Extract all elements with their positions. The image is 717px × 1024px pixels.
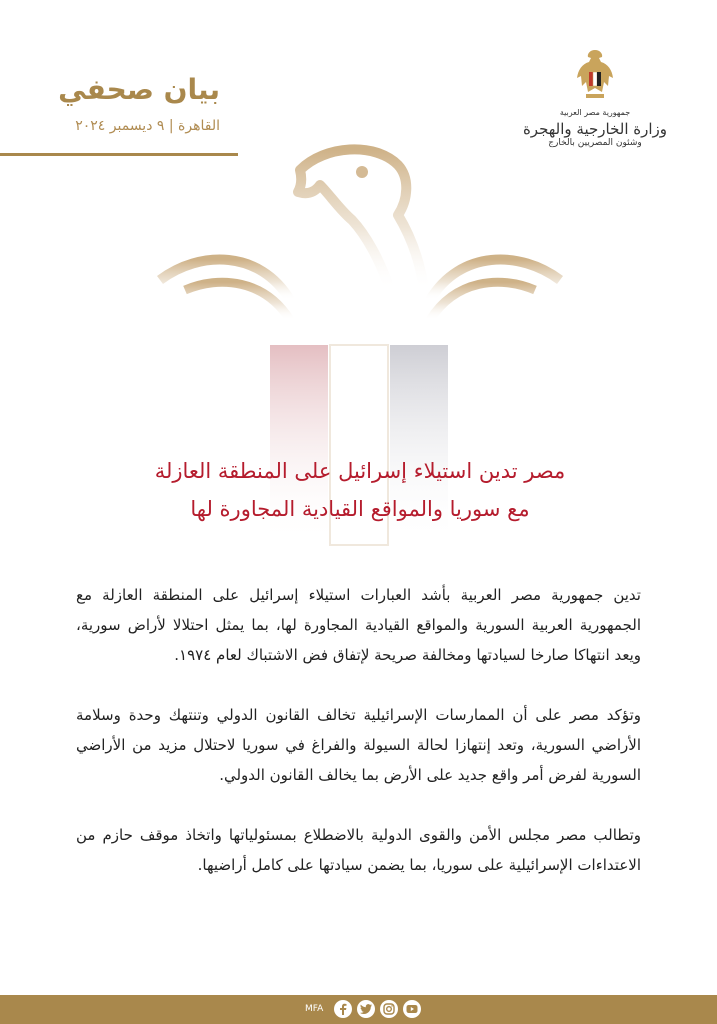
youtube-icon[interactable] xyxy=(403,1000,421,1018)
ministry-name: وزارة الخارجية والهجرة xyxy=(522,120,668,138)
eagle-emblem-icon xyxy=(572,48,618,104)
footer-bar xyxy=(0,995,717,1024)
paragraph-3: وتطالب مصر مجلس الأمن والقوى الدولية بالاضطلاع بمسئولياتها واتخاذ موقف حازم من الاعتداءات الإسرائيلية على سوريا، بما يضمن سيادتها على كامل أراضيها. xyxy=(76,826,641,874)
social-links xyxy=(305,999,421,1019)
footer-label: MFA xyxy=(305,1004,324,1014)
press-release-header xyxy=(30,70,220,134)
twitter-icon[interactable] xyxy=(357,1000,375,1018)
ministry-subtitle: وشئون المصريين بالخارج xyxy=(548,138,642,148)
press-release-date: القاهرة | ٩ ديسمبر ٢٠٢٤ xyxy=(75,118,220,134)
republic-name: جمهورية مصر العربية xyxy=(559,108,631,117)
facebook-icon[interactable] xyxy=(334,1000,352,1018)
press-release-title: بيان صحفي xyxy=(58,73,220,106)
headline xyxy=(110,452,610,528)
paragraph-2: وتؤكد مصر على أن الممارسات الإسرائيلية تخالف القانون الدولي وتنتهك وحدة وسلامة الأراضي السورية، وتعد إنتهازا لحالة السيولة والفراغ في سوريا لاحتلال مزيد من الأراضي السورية لفرض أمر واقع جديد على الأرض بما يخالف القانون الدولي. xyxy=(76,706,641,784)
paragraph-1: تدين جمهورية مصر العربية بأشد العبارات استيلاء إسرائيل على المنطقة العازلة مع الجمهورية العربية السورية والمواقع القيادية المجاورة لها، بما يمثل احتلالا لأراض سورية، ويعد انتهاكا صارخا لسيادتها ومخالفة صريحة لإتفاق فض الاشتباك لعام ١٩٧٤. xyxy=(76,586,641,664)
ministry-logo xyxy=(515,48,675,148)
statement-body xyxy=(76,580,641,910)
headline-line-2: مع سوريا والمواقع القيادية المجاورة لها xyxy=(190,497,530,521)
headline-line-1: مصر تدين استيلاء إسرائيل على المنطقة العازلة xyxy=(154,459,566,483)
instagram-icon[interactable] xyxy=(380,1000,398,1018)
